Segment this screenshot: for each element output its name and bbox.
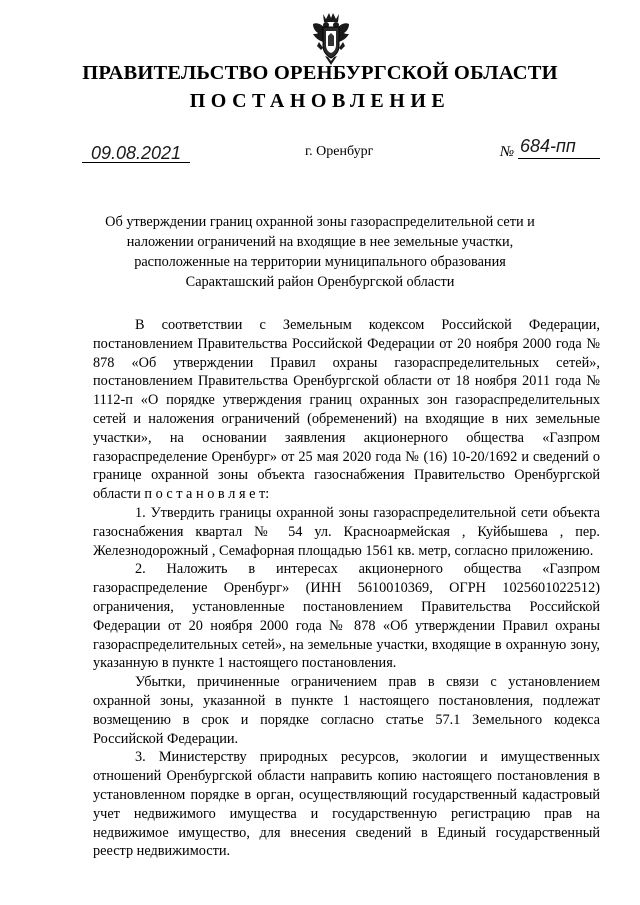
document-number: 684-пп <box>520 136 576 156</box>
document-subject <box>100 212 540 292</box>
body-paragraph-preamble: В соответствии с Земельным кодексом Российской Федерации, постановлением Правительства Российской Федерации от 20 ноября 2000 года № 878 «Об утверждении Правил охраны газораспределительных сетей», постановлением Правительства Оренбургской области от 18 ноября 2011 года № 1112-п «О порядке утверждения границ охранных зон газораспределительных сетей и наложения ограничений (обременений) на входящие в них земельные участки», на основании заявления акционерного общества «Газпром газораспределение Оренбург» от 25 мая 2020 года № (16) 10-20/1692 и сведений о границе охранной зоны объекта газоснабжения Правительство Оренбургской области п о с т а н о в л я е т: <box>93 317 600 503</box>
subject-line: Саракташский район Оренбургской области <box>185 274 455 290</box>
body-paragraph-losses: Убытки, причиненные ограничением прав в связи с установлением охранной зоны, указанной в пункте 1 настоящего постановления, подлежат возмещению в срок и порядке согласно статье 57.1 Земельного кодекса Российской Федерации. <box>93 674 600 747</box>
subject-line: наложении ограничений на входящие в нее земельные участки, <box>126 234 514 250</box>
document-body <box>93 316 600 861</box>
document-date: 09.08.2021 <box>90 143 182 163</box>
subject-line: расположенные на территории муниципального образования <box>134 254 506 270</box>
coat-of-arms-icon <box>309 12 353 66</box>
subject-line: Об утверждении границ охранной зоны газораспределительной сети и <box>105 214 535 230</box>
number-sign: № <box>500 144 515 160</box>
body-paragraph-item-1: 1. Утвердить границы охранной зоны газораспределительной сети объекта газоснабжения квартал № 54 ул. Красноармейская , Куйбышева , пер. Железнодорожный , Семафорная площадью 1561 кв. метр, согласно приложению. <box>93 504 600 559</box>
date-underline <box>82 162 190 163</box>
document-city: г. Оренбург <box>305 144 374 159</box>
body-paragraph-item-3: 3. Министерству природных ресурсов, экологии и имущественных отношений Оренбургской области направить копию настоящего постановления в установленном порядке в орган, осуществляющий государственный кадастровый учет недвижимого имущества и государственную регистрацию прав на недвижимое имущество, для внесения сведений в Единый государственный реестр недвижимости. <box>93 749 600 860</box>
document-type-title: ПОСТАНОВЛЕНИЕ <box>189 90 451 112</box>
government-name: ПРАВИТЕЛЬСТВО ОРЕНБУРГСКОЙ ОБЛАСТИ <box>82 62 558 84</box>
body-paragraph-item-2: 2. Наложить в интересах акционерного общества «Газпром газораспределение Оренбург» (ИНН 5610010369, ОГРН 1025601022512) ограничения, установленные постановлением Правительства Российской Федерации от 20 ноября 2000 года № 878 «Об утверждении Правил охраны газораспределительных сетей», на земельные участки, входящие в охранную зону, указанную в пункте 1 настоящего постановления. <box>93 561 600 672</box>
number-underline <box>518 158 600 159</box>
